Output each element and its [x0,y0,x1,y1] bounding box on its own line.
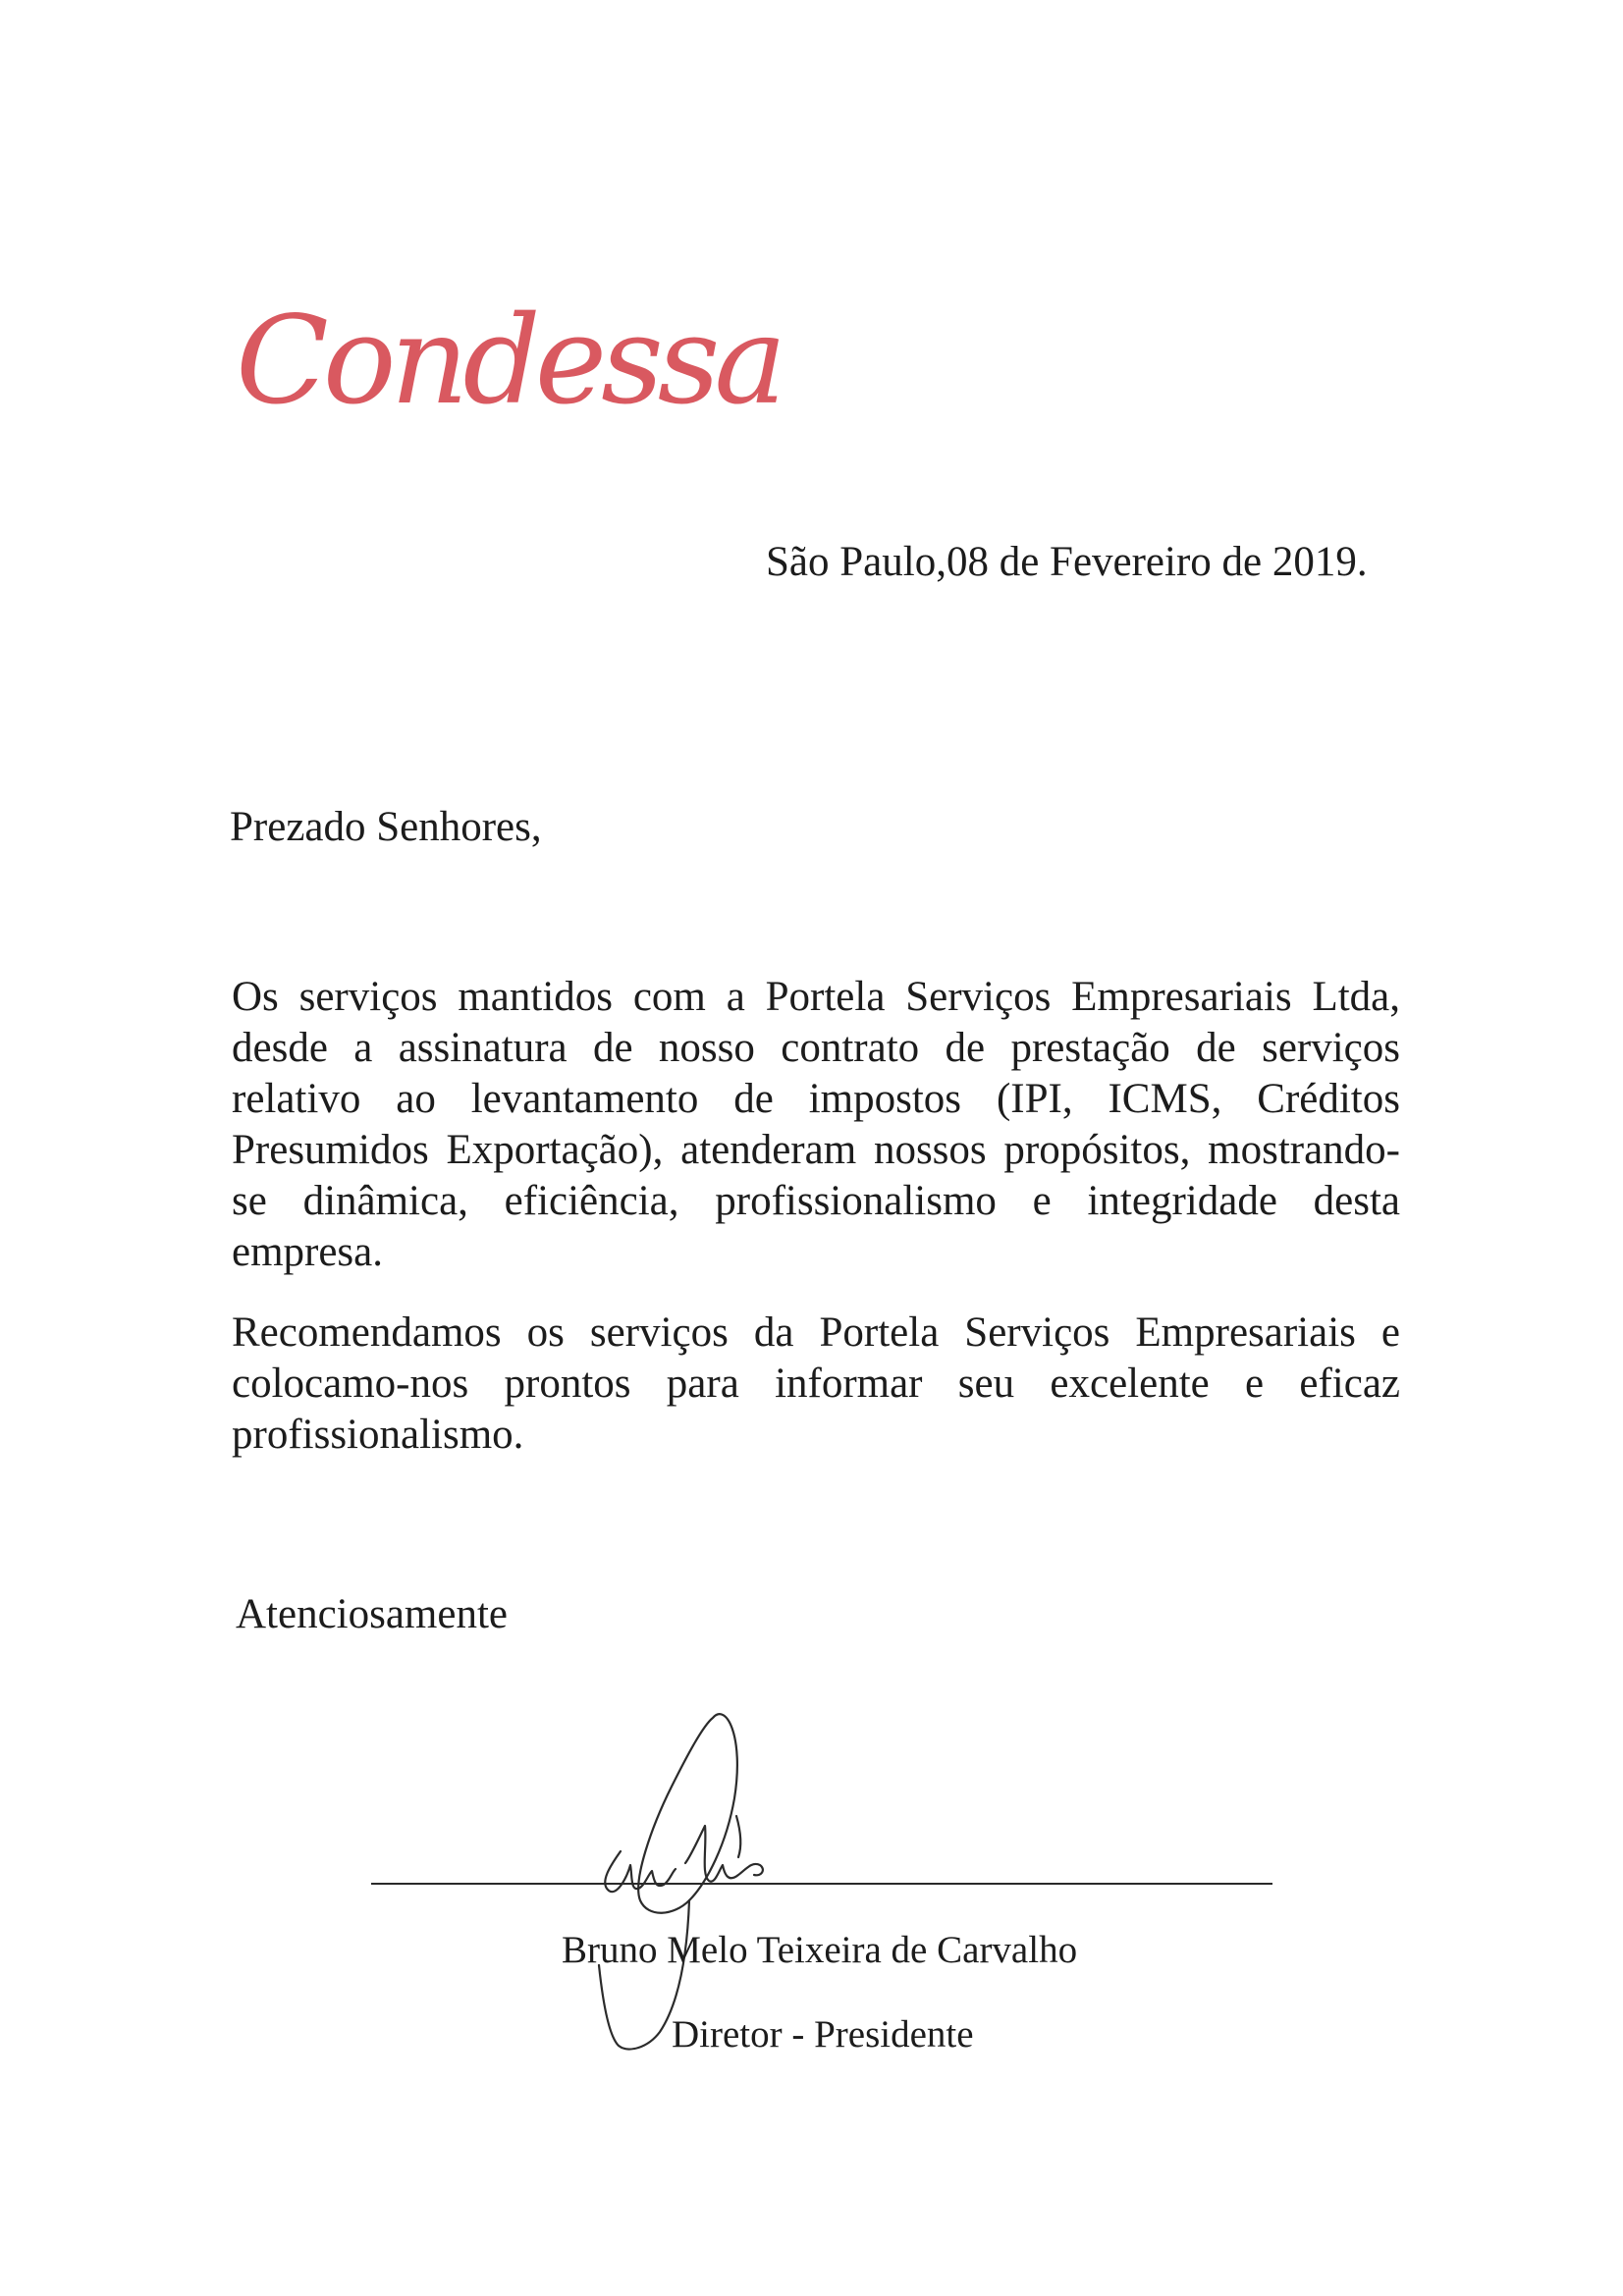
body-paragraph-1: Os serviços mantidos com a Portela Serviços Empresariais Ltda, desde a assinatura de nosso contrato de prestação de serviços relativo ao levantamento de impostos (IPI, ICMS, Créditos Presumidos Exportação), atenderam nossos propósitos, mostrando-se dinâmica, eficiência, profissionalismo e integridade desta empresa. [232,974,1400,1275]
salutation: Prezado Senhores, [230,804,542,850]
signatory-name: Bruno Melo Teixeira de Carvalho [562,1929,1078,1971]
closing: Atenciosamente [236,1591,509,1637]
signature-line [371,1883,1272,1885]
company-logo [234,263,782,440]
company-logo-text: Condessa [236,291,782,432]
company-logo-graphic [234,263,782,440]
body-paragraph-2: Recomendamos os serviços da Portela Serviços Empresariais e colocamo-nos prontos para informar seu excelente e eficaz profissionalismo. [232,1309,1400,1458]
date-line: São Paulo,08 de Fevereiro de 2019. [766,539,1368,585]
signatory-role: Diretor - Presidente [672,2013,974,2056]
